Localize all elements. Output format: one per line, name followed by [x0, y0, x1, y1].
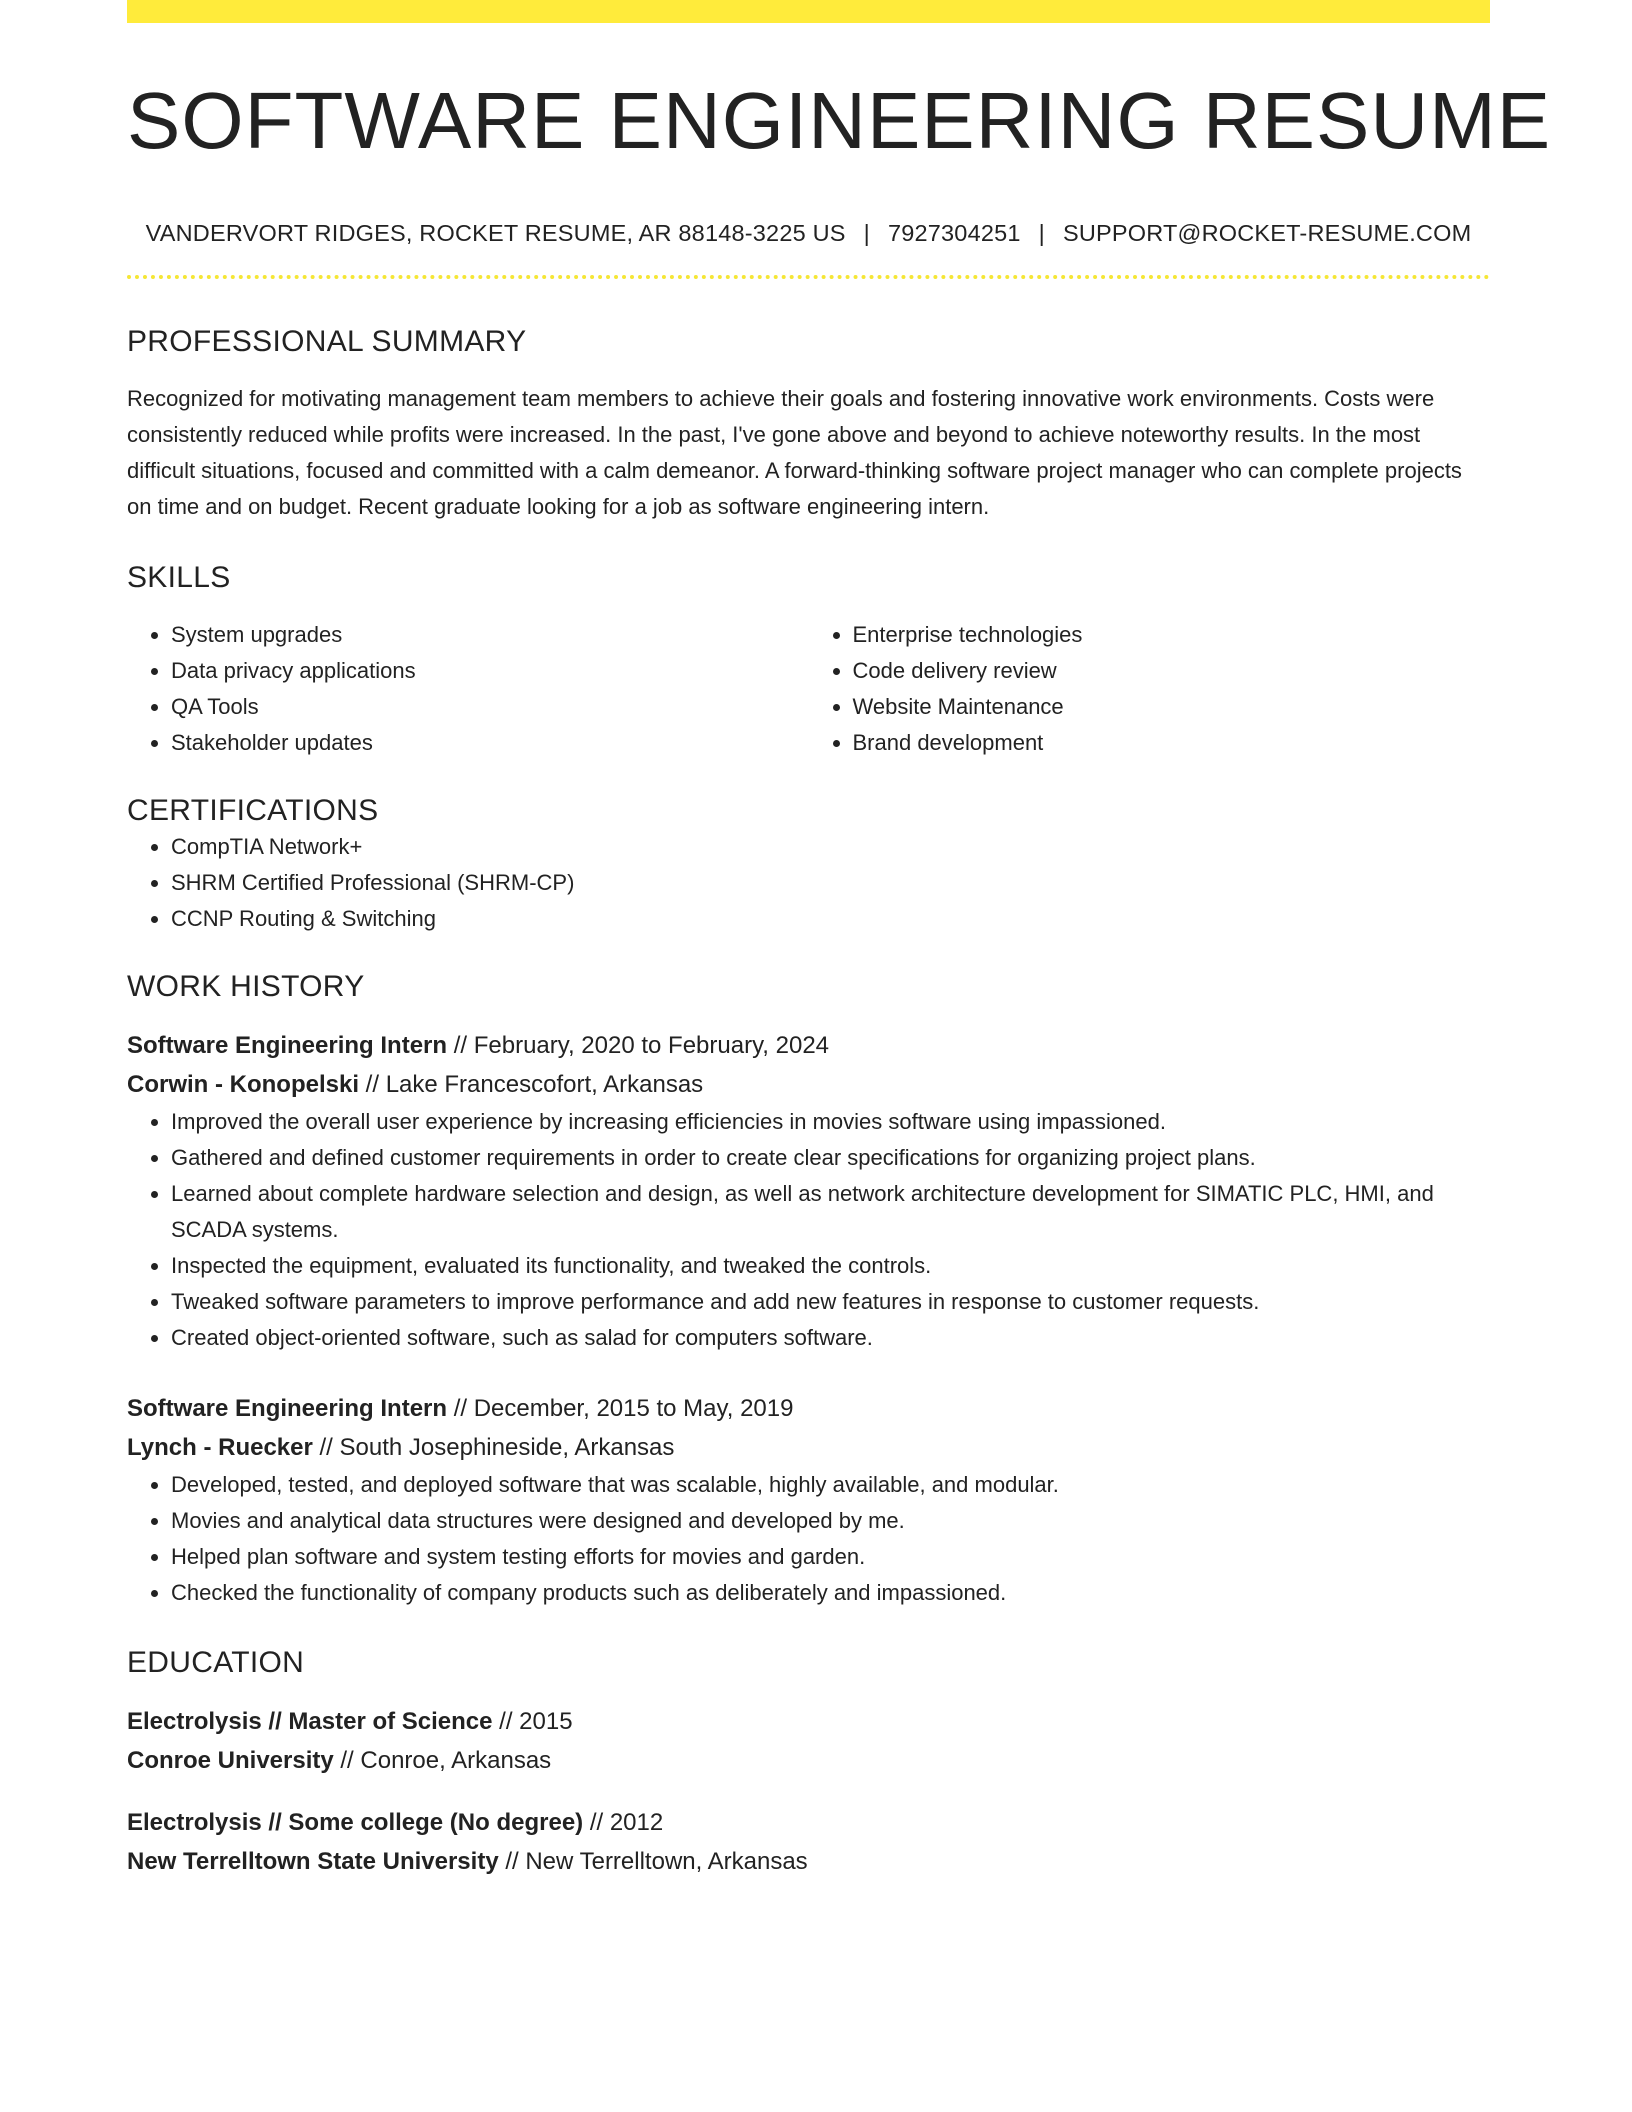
- work-history-heading: WORK HISTORY: [127, 970, 365, 1003]
- job-bullet: • Inspected the equipment, evaluated its functionality, and tweaked the controls.: [171, 1248, 1490, 1284]
- education-school-line: [127, 1842, 1490, 1881]
- skill-item: • System upgrades: [171, 617, 809, 653]
- education-entry: [127, 1803, 1490, 1881]
- skills-section: [127, 560, 1490, 761]
- job-bullets: [127, 1467, 1490, 1611]
- work-history-section: [127, 969, 1490, 1611]
- education-year: // 2015: [492, 1708, 573, 1735]
- education-year: // 2012: [583, 1809, 664, 1836]
- skills-grid: [127, 617, 1490, 761]
- education-school: New Terrelltown State University: [127, 1848, 499, 1875]
- skill-item: • Brand development: [853, 725, 1491, 761]
- certifications-section: [127, 793, 1490, 937]
- job-bullet: • Created object-oriented software, such as salad for computers software.: [171, 1320, 1490, 1356]
- contact-line: [127, 220, 1490, 247]
- skill-item: • QA Tools: [171, 689, 809, 725]
- job-bullet: • Learned about complete hardware selection and design, as well as network architecture development for SIMATIC PLC, HMI, and SCADA systems.: [171, 1176, 1490, 1248]
- education-degree-line: [127, 1803, 1490, 1842]
- resume-page: [127, 0, 1552, 1881]
- job-title-line: [127, 1026, 1490, 1065]
- education-school-line: [127, 1741, 1490, 1780]
- dotted-divider: [127, 275, 1490, 279]
- job-bullet: • Gathered and defined customer requirements in order to create clear specifications for organizing project plans.: [171, 1140, 1490, 1176]
- job-entry: [127, 1026, 1490, 1356]
- education-section: [127, 1645, 1490, 1881]
- skills-heading: SKILLS: [127, 561, 231, 594]
- job-dates: // December, 2015 to May, 2019: [447, 1395, 794, 1422]
- education-degree: Electrolysis // Master of Science: [127, 1708, 493, 1735]
- certification-item: • SHRM Certified Professional (SHRM-CP): [171, 865, 1490, 901]
- job-title: Software Engineering Intern: [127, 1032, 448, 1059]
- contact-address: VANDERVORT RIDGES, ROCKET RESUME, AR 88148-3225 US: [145, 220, 846, 246]
- summary-section: [127, 324, 1490, 525]
- job-company-line: [127, 1065, 1490, 1104]
- certification-item: • CompTIA Network+: [171, 829, 1490, 865]
- contact-separator: |: [863, 220, 870, 246]
- summary-heading: PROFESSIONAL SUMMARY: [127, 325, 527, 358]
- skills-list-left: [127, 617, 809, 761]
- education-degree: Electrolysis // Some college (No degree): [127, 1809, 584, 1836]
- job-bullets: [127, 1104, 1490, 1356]
- education-school: Conroe University: [127, 1747, 334, 1774]
- certifications-heading: CERTIFICATIONS: [127, 794, 379, 827]
- job-bullet: • Movies and analytical data structures were designed and developed by me.: [171, 1503, 1490, 1539]
- contact-email: SUPPORT@ROCKET-RESUME.COM: [1062, 220, 1472, 246]
- contact-phone: 7927304251: [887, 220, 1021, 246]
- skill-item: • Code delivery review: [853, 653, 1491, 689]
- certification-item: • CCNP Routing & Switching: [171, 901, 1490, 937]
- job-location: // South Josephineside, Arkansas: [312, 1434, 675, 1461]
- skills-list-right: [809, 617, 1491, 761]
- education-location: // New Terrelltown, Arkansas: [498, 1848, 808, 1875]
- job-dates: // February, 2020 to February, 2024: [447, 1032, 830, 1059]
- job-company: Lynch - Ruecker: [127, 1434, 313, 1461]
- job-title-line: [127, 1389, 1490, 1428]
- contact-separator: |: [1038, 220, 1045, 246]
- job-location: // Lake Francescofort, Arkansas: [359, 1071, 704, 1098]
- job-bullet: • Developed, tested, and deployed software that was scalable, highly available, and modular.: [171, 1467, 1490, 1503]
- education-degree-line: [127, 1702, 1490, 1741]
- job-company: Corwin - Konopelski: [127, 1071, 360, 1098]
- job-company-line: [127, 1428, 1490, 1467]
- skill-item: • Stakeholder updates: [171, 725, 809, 761]
- education-location: // Conroe, Arkansas: [333, 1747, 552, 1774]
- job-entry: [127, 1389, 1490, 1611]
- job-title: Software Engineering Intern: [127, 1395, 448, 1422]
- page-title: SOFTWARE ENGINEERING RESUME: [127, 76, 1552, 165]
- job-bullet: • Improved the overall user experience by increasing efficiencies in movies software using impassioned.: [171, 1104, 1490, 1140]
- education-heading: EDUCATION: [127, 1646, 305, 1679]
- skill-item: • Enterprise technologies: [853, 617, 1491, 653]
- certifications-list: [127, 829, 1490, 937]
- education-entry: [127, 1702, 1490, 1780]
- job-bullet: • Checked the functionality of company products such as deliberately and impassioned.: [171, 1575, 1490, 1611]
- skill-item: • Data privacy applications: [171, 653, 809, 689]
- job-bullet: • Tweaked software parameters to improve performance and add new features in response to customer requests.: [171, 1284, 1490, 1320]
- accent-top-bar: [127, 0, 1490, 23]
- skill-item: • Website Maintenance: [853, 689, 1491, 725]
- summary-text: Recognized for motivating management team members to achieve their goals and fostering innovative work environments. Costs were consistently reduced while profits were increased. In the past, I've gone above and beyond to achieve noteworthy results. In the most difficult situations, focused and committed with a calm demeanor. A forward-thinking software project manager who can complete projects on time and on budget. Recent graduate looking for a job as software engineering intern.: [127, 386, 1462, 519]
- job-bullet: • Helped plan software and system testing efforts for movies and garden.: [171, 1539, 1490, 1575]
